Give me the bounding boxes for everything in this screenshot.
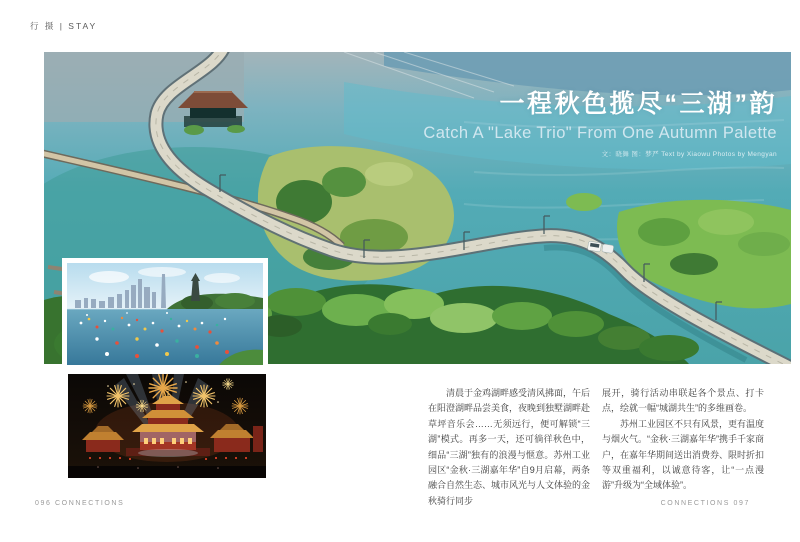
inset-photo-lake	[62, 258, 268, 370]
inset-photo-fireworks	[68, 374, 266, 478]
page-number-left: 096 CONNECTIONS	[35, 500, 125, 507]
section-header: 行 摄 | STAY	[30, 21, 98, 31]
article-title-en: Catch A "Lake Trio" From One Autumn Palette	[423, 124, 777, 142]
page-number-right: CONNECTIONS 097	[660, 500, 750, 507]
paragraph: 苏州工业园区不只有风景，更有温度与烟火气。“金秋·三湖嘉年华”携手千家商户，在嘉年华期间送出消费券、限时折扣等双重福利，以诚意待客，让“一点漫游”升级为“全域体验”。	[602, 418, 765, 491]
title-block	[423, 92, 777, 158]
paragraph: 清晨于金鸡湖畔感受清风拂面，午后在阳澄湖畔品尝美食，夜晚到独墅湖畔赴草坪音乐会……无须远行，便可解锁“三湖”模式。再多一天，还可徜徉秋色中，细品“三湖”独有的浪漫与惬意。苏州工业园区“金秋·三湖嘉年华”自9月启幕，两条融合自然生态、城市风光与人文体验的金秋骑行同步	[428, 388, 591, 506]
article-title-cn: 一程秋色揽尽“三湖”韵	[499, 90, 777, 118]
body-text-column-2	[602, 386, 764, 494]
body-text-column-1	[428, 386, 590, 509]
article-byline: 文：晓舞 图：梦严 Text by Xiaowu Photos by Mengyan	[601, 151, 777, 159]
paragraph: 展开，骑行活动串联起各个景点、打卡点，绘就一幅“城湖共生”的多维画卷。	[602, 388, 764, 414]
inset-fireworks-image	[68, 374, 266, 478]
crowd	[68, 466, 266, 478]
inset-lake-image	[67, 263, 263, 365]
